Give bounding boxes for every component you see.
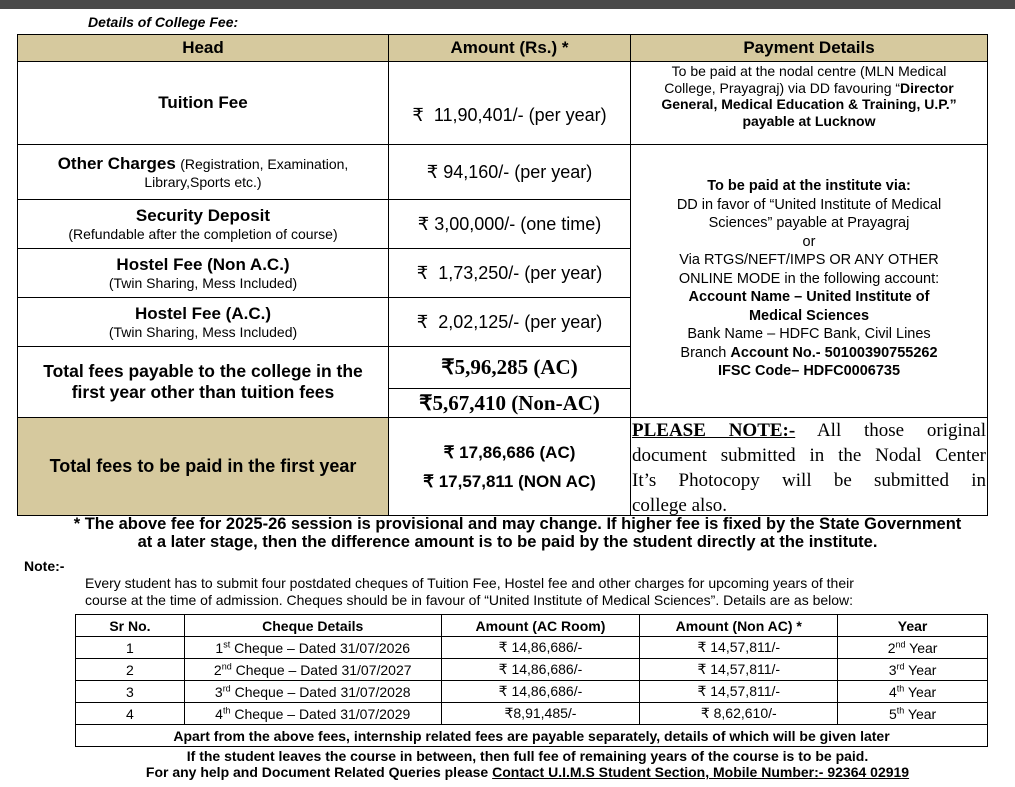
security-amount-cell: [388, 199, 631, 249]
year-cell: [838, 637, 988, 659]
ordinal: 2: [213, 661, 222, 678]
nonac-amount: 14,57,811/-: [710, 683, 781, 699]
ordinal-sup: th: [222, 704, 231, 715]
rupee-icon: ₹: [441, 355, 455, 379]
table-row: [76, 703, 988, 725]
detail-cell: [184, 681, 441, 703]
year-num: 4: [888, 683, 897, 700]
ac-amount: 14,86,686/-: [511, 639, 583, 655]
rupee-icon: ₹: [700, 705, 710, 721]
sr-cell: 1: [76, 637, 185, 659]
bottom-line1: If the student leaves the course in between, then full fee of remaining years of the course is to be paid.: [186, 748, 869, 764]
header-amount: Amount (Rs.) *: [388, 34, 631, 62]
cheque-header-row: [76, 615, 988, 637]
year-sup: nd: [895, 638, 906, 649]
inst-acct-name1: Account Name – United Institute of: [688, 289, 930, 305]
inst-acct-name2: Medical Sciences: [748, 307, 870, 324]
inst-title: To be paid at the institute via:: [707, 178, 911, 194]
rupee-icon: ₹: [419, 390, 433, 415]
total-first-amount-cell: [388, 417, 631, 516]
total-other-ac: 5,96,285 (AC): [454, 355, 578, 379]
rupee-icon: ₹: [416, 262, 429, 283]
bottom-notes: [0, 748, 1015, 780]
total-other-line2: first year other than tuition fees: [71, 382, 335, 402]
hostel-ac-label: Hostel Fee (A.C.): [134, 304, 272, 323]
security-sub: (Refundable after the completion of course): [68, 226, 338, 242]
please-note-text4: college also.: [632, 495, 727, 516]
year-text: Year: [904, 661, 937, 678]
hostel-nonac-label: Hostel Fee (Non A.C.): [116, 255, 290, 274]
nonac-amount: 14,57,811/-: [710, 639, 781, 655]
ordinal-sup: nd: [221, 660, 232, 671]
tuition-label: Tuition Fee: [158, 93, 248, 112]
year-text: Year: [904, 705, 937, 722]
nonac-cell: [640, 703, 838, 725]
note-label: Note:-: [24, 558, 65, 574]
cheque-intro-line1: Every student has to submit four postdated cheques of Tuition Fee, Hostel fee and other charges for upcoming years of their: [85, 575, 854, 591]
please-note-text1: All those original: [795, 420, 986, 441]
year-cell: [838, 703, 988, 725]
detail-text: Cheque – Dated 31/07/2027: [231, 661, 412, 678]
inst-rtgs2: ONLINE MODE in the following account:: [678, 270, 940, 287]
ac-cell: [441, 659, 640, 681]
nonac-cell: [640, 637, 838, 659]
rupee-icon: ₹: [423, 471, 434, 491]
security-amount: 3,00,000/- (one time): [434, 213, 602, 234]
other-amount-cell: [388, 144, 631, 200]
row-hostel-ac-head: [17, 297, 389, 347]
ordinal-sup: st: [223, 638, 231, 649]
nonac-cell: [640, 659, 838, 681]
year-text: Year: [904, 683, 937, 700]
other-sub: (Registration, Examination,: [180, 156, 349, 172]
cheque-intro-line2: course at the time of admission. Cheques should be in favour of “United Institute of Medical Sciences”. Details are as below:: [85, 592, 854, 608]
col-srno: Sr No.: [76, 615, 185, 637]
cheque-footer-row: [76, 725, 988, 747]
header-payment: Payment Details: [630, 34, 988, 62]
inst-dd1: DD in favor of “United Institute of Medical: [676, 196, 942, 213]
cheque-footer: Apart from the above fees, internship related fees are payable separately, details of which will be given later: [76, 725, 988, 747]
rupee-icon: ₹: [697, 683, 707, 699]
please-note-label: PLEASE NOTE:-: [632, 420, 796, 441]
col-ac: Amount (AC Room): [441, 615, 640, 637]
hostel-nonac-amount-cell: [388, 248, 631, 298]
year-cell: [838, 659, 988, 681]
please-note-text3: It’s Photocopy will be submitted in: [632, 470, 986, 491]
rupee-icon: ₹: [697, 661, 707, 677]
total-other-nonac-cell: [388, 388, 631, 418]
total-other-nonac: 5,67,410 (Non-AC): [432, 390, 600, 415]
sr-cell: 3: [76, 681, 185, 703]
row-total-other-head: [17, 346, 389, 418]
sr-cell: 4: [76, 703, 185, 725]
hostel-ac-amount-cell: [388, 297, 631, 347]
ac-amount: 14,86,686/-: [511, 683, 583, 699]
rupee-icon: ₹: [498, 683, 508, 699]
contact-link: Contact U.I.M.S Student Section, Mobile Number:- 92364 02919: [492, 764, 910, 780]
hostel-nonac-amount: 1,73,250/- (per year): [438, 262, 603, 283]
detail-cell: [184, 637, 441, 659]
row-security-head: [17, 199, 389, 249]
ac-amount: 14,86,686/-: [511, 661, 583, 677]
ac-amount: 8,91,485/-: [513, 705, 577, 721]
tuition-amount-cell: [388, 61, 631, 145]
other-amount: 94,160/- (per year): [443, 161, 593, 182]
bottom-line2-prefix: For any help and Document Related Queries please: [145, 764, 493, 780]
table-row: [76, 681, 988, 703]
rupee-icon: ₹: [498, 661, 508, 677]
nodal-line3: General, Medical Education & Training, U.P.”: [661, 96, 957, 112]
nonac-amount: 8,62,610/-: [713, 705, 777, 721]
rupee-icon: ₹: [412, 104, 424, 125]
cheque-table: [75, 614, 988, 747]
inst-dd2: Sciences” payable at Prayagraj: [708, 215, 910, 231]
payment-nodal-cell: [630, 61, 988, 145]
fee-caption: Details of College Fee:: [88, 14, 239, 30]
rupee-icon: ₹: [426, 161, 439, 182]
ac-cell: [441, 681, 640, 703]
tuition-amount: 11,90,401/- (per year): [433, 104, 607, 125]
year-sup: rd: [896, 660, 905, 671]
hostel-nonac-sub: (Twin Sharing, Mess Included): [108, 275, 298, 291]
nodal-line4: payable at Lucknow: [742, 112, 876, 129]
please-note-cell: [630, 417, 988, 516]
rupee-icon: ₹: [443, 442, 455, 462]
ordinal: 1: [215, 639, 224, 656]
other-label: Other Charges: [57, 154, 176, 173]
hostel-ac-sub: (Twin Sharing, Mess Included): [108, 324, 298, 340]
total-other-ac-cell: [388, 346, 631, 389]
payment-institute-cell: [630, 144, 988, 418]
col-nonac: Amount (Non AC) *: [640, 615, 838, 637]
year-num: 2: [887, 639, 896, 656]
ordinal: 3: [214, 683, 223, 700]
total-first-nonac: 17,57,811 (NON AC): [438, 471, 596, 491]
detail-cell: [184, 703, 441, 725]
row-hostel-nonac-head: [17, 248, 389, 298]
col-details: Cheque Details: [184, 615, 441, 637]
inst-acct-no: Account No.- 50100390755262: [730, 344, 938, 361]
col-year: Year: [838, 615, 988, 637]
please-note-text2: document submitted in the Nodal Center: [632, 445, 986, 466]
other-sub2: Library,Sports etc.): [144, 174, 262, 190]
year-num: 3: [888, 661, 897, 678]
rupee-icon: ₹: [416, 311, 429, 332]
cheque-intro: [85, 575, 854, 609]
detail-cell: [184, 659, 441, 681]
inst-bank: Bank Name – HDFC Bank, Civil Lines: [687, 326, 931, 342]
rupee-icon: ₹: [504, 705, 514, 721]
header-head: Head: [17, 34, 389, 62]
row-total-first-head: [17, 417, 389, 516]
row-other-head: [17, 144, 389, 200]
inst-ifsc: IFSC Code– HDFC0006735: [717, 363, 901, 379]
detail-text: Cheque – Dated 31/07/2029: [230, 705, 411, 722]
nodal-line2-bold: Director: [900, 79, 954, 96]
provisional-note: [0, 515, 1015, 551]
table-row: [76, 637, 988, 659]
nodal-line2: College, Prayagraj) via DD favouring “: [664, 79, 901, 96]
nonac-amount: 14,57,811/-: [710, 661, 781, 677]
total-other-line1: Total fees payable to the college in the: [43, 361, 363, 381]
year-text: Year: [905, 639, 938, 656]
ordinal-sup: rd: [222, 682, 231, 693]
nodal-line1: To be paid at the nodal centre (MLN Medical: [671, 63, 947, 79]
detail-text: Cheque – Dated 31/07/2026: [230, 639, 411, 656]
top-bar: [0, 0, 1015, 9]
rupee-icon: ₹: [498, 639, 508, 655]
nonac-cell: [640, 681, 838, 703]
sr-cell: 2: [76, 659, 185, 681]
inst-branch: Branch: [680, 344, 731, 361]
inst-or: or: [802, 233, 816, 250]
table-row: [76, 659, 988, 681]
total-first-label: Total fees to be paid in the first year: [49, 456, 357, 476]
inst-rtgs1: Via RTGS/NEFT/IMPS OR ANY OTHER: [679, 252, 939, 268]
provisional-line2: at a later stage, then the difference amount is to be paid by the student directly at the institute.: [137, 533, 878, 551]
security-label: Security Deposit: [135, 206, 271, 225]
row-tuition-head: [17, 61, 389, 145]
ordinal: 4: [215, 705, 223, 722]
year-num: 5: [888, 705, 897, 722]
provisional-line1: * The above fee for 2025-26 session is provisional and may change. If higher fee is fixed by the State Government: [73, 515, 962, 533]
total-first-ac: 17,86,686 (AC): [459, 442, 576, 462]
ac-cell: [441, 637, 640, 659]
year-cell: [838, 681, 988, 703]
detail-text: Cheque – Dated 31/07/2028: [230, 683, 411, 700]
hostel-ac-amount: 2,02,125/- (per year): [438, 311, 603, 332]
ac-cell: [441, 703, 640, 725]
rupee-icon: ₹: [417, 213, 430, 234]
year-sup: th: [896, 704, 905, 715]
rupee-icon: ₹: [697, 639, 707, 655]
year-sup: th: [896, 682, 905, 693]
